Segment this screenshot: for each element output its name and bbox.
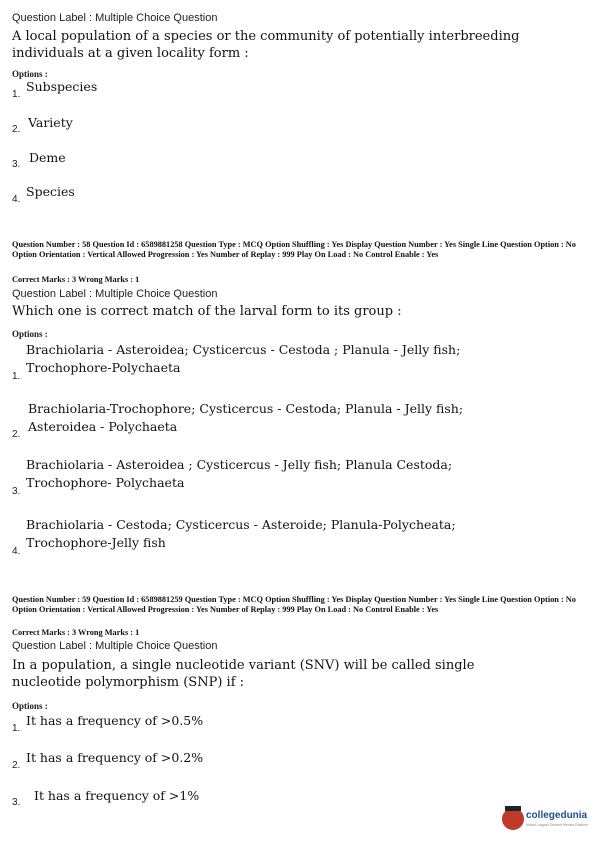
question-text: In a population, a single nucleotide variant (SNV) will be called single nucleotide polymorphism (SNP) if : [12,658,475,690]
option-text: Brachiolaria - Asteroidea ; Cysticercus - Jelly fish; Planula Cestoda; Trochophore- Polychaeta [26,457,453,490]
graduation-cap-icon [505,806,521,811]
logo-tagline: India's Largest Student Review Platform [526,823,589,827]
question-text: Which one is correct match of the larval form to its group : [12,304,402,319]
option-text: It has a frequency of >0.2% [26,750,204,765]
question-meta: Question Number : 59 Question Id : 6589881259 Question Type : MCQ Option Shuffling : Yes Display Question Number : Yes Single Line Question Option : No Option Orientation : Vertical Allowed Progression : Yes Number of Replay : 999 Play On Load : No Control Enable : Yes [12,595,576,614]
mascot-icon [502,808,524,830]
option-number: 2. [12,760,21,771]
option-number: 4. [12,546,21,557]
option-number: 1. [12,723,21,734]
option-number: 3. [12,486,21,497]
option-text: Brachiolaria - Asteroidea; Cysticercus - Cestoda ; Planula - Jelly fish; Trochophore-Polychaeta [26,342,461,375]
question-label: Question Label : Multiple Choice Question [12,12,218,24]
question-label: Question Label : Multiple Choice Question [12,640,218,652]
logo-text: collegedunia [526,810,588,821]
options-title: Options : [12,329,48,339]
option-text: It has a frequency of >0.5% [26,713,204,728]
collegedunia-logo [502,806,590,836]
option-text: Variety [28,115,73,130]
option-number: 1. [12,89,21,100]
option-number: 1. [12,371,21,382]
question-text: A local population of a species or the community of potentially interbreeding individuals at a given locality form : [12,29,520,61]
option-number: 4. [12,194,21,205]
option-text: Brachiolaria - Cestoda; Cysticercus - Asteroide; Planula-Polycheata; Trochophore-Jelly fish [26,517,456,550]
question-marks: Correct Marks : 3 Wrong Marks : 1 [12,275,140,284]
question-meta: Question Number : 58 Question Id : 6589881258 Question Type : MCQ Option Shuffling : Yes Display Question Number : Yes Single Line Question Option : No Option Orientation : Vertical Allowed Progression : Yes Number of Replay : 999 Play On Load : No Control Enable : Yes [12,240,576,259]
option-number: 2. [12,429,21,440]
option-text: It has a frequency of >1% [34,788,200,803]
options-title: Options : [12,701,48,711]
question-marks: Correct Marks : 3 Wrong Marks : 1 [12,628,140,637]
option-number: 3. [12,159,21,170]
option-text: Species [26,184,75,199]
option-text: Subspecies [26,79,98,94]
question-label: Question Label : Multiple Choice Question [12,288,218,300]
option-number: 3. [12,797,21,808]
options-title: Options : [12,69,48,79]
option-number: 2. [12,124,21,135]
option-text: Brachiolaria-Trochophore; Cysticercus - Cestoda; Planula - Jelly fish; Asteroidea - Polychaeta [28,401,464,434]
option-text: Deme [29,150,66,165]
